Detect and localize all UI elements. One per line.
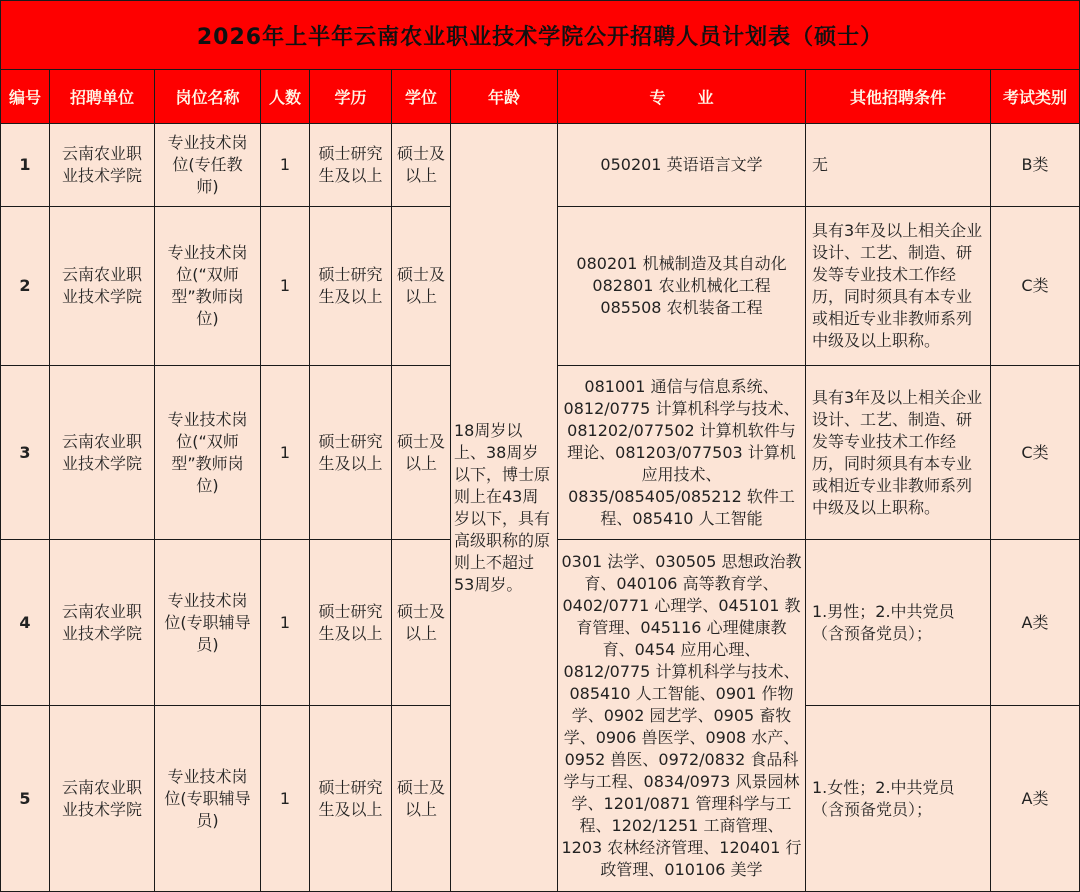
row-4-education-text: 硕士研究生及以上 xyxy=(318,601,383,643)
row-2-post-text: 专业技术岗位(“双师型”教师岗位) xyxy=(167,243,248,328)
row-2-exam-type xyxy=(991,207,1080,366)
row-5-degree xyxy=(392,706,451,892)
row-4-5-major-merged-text: 0301 法学、030505 思想政治教育、040106 高等教育学、0402/0771 心理学、045101 教育管理、045116 心理健康教育、0454 应用心理、0812/0775 计算机科学与技术、085410 人工智能、0901 作物学、0902 园艺学、0905 畜牧学、0906 兽医学、0908 水产、0952 兽医、0972/0832 食品科学与工程、0834/0973 风景园林学、1201/0871 管理科学与工程、1202/1251 工商管理、1203 农林经济管理、120401 行政管理、010106 美学 xyxy=(561,551,802,879)
row-3-count-text: 1 xyxy=(279,442,291,462)
row-1-no xyxy=(0,124,50,207)
header-major-text: 专 业 xyxy=(649,88,714,107)
row-2-education-text: 硕士研究生及以上 xyxy=(318,265,383,306)
row-3-education xyxy=(310,366,392,540)
row-5-exam-type-text: A类 xyxy=(1021,788,1049,808)
row-2-no xyxy=(0,207,50,366)
row-3-no xyxy=(0,366,50,540)
row-3-exam-type xyxy=(991,366,1080,540)
row-4-exam-type xyxy=(991,540,1080,706)
header-other xyxy=(806,70,991,124)
header-exam-text: 考试类别 xyxy=(1002,88,1067,107)
row-3-other-conditions xyxy=(806,366,991,540)
row-4-unit xyxy=(50,540,155,706)
row-1-major xyxy=(558,124,806,207)
header-edu-text: 学历 xyxy=(334,88,367,107)
row-4-count xyxy=(261,540,310,706)
header-major xyxy=(558,70,806,124)
row-5-other-conditions-text: 1.女性；2.中共党员（含预备党员）； xyxy=(812,777,955,819)
row-2-other-conditions-text: 具有3年及以上相关企业设计、工艺、制造、研发等专业技术工作经历，同时须具有本专业或相近专业非教师系列中级及以上职称。 xyxy=(812,221,983,350)
header-edu xyxy=(310,70,392,124)
row-2-other-conditions xyxy=(806,207,991,366)
row-2-count xyxy=(261,207,310,366)
header-age xyxy=(451,70,558,124)
header-no xyxy=(0,70,50,124)
header-unit-text: 招聘单位 xyxy=(69,88,134,107)
row-5-exam-type xyxy=(991,706,1080,892)
row-3-other-conditions-text: 具有3年及以上相关企业设计、工艺、制造、研发等专业技术工作经历，同时须具有本专业或相近专业非教师系列中级及以上职称。 xyxy=(812,387,983,517)
row-5-no xyxy=(0,706,50,892)
row-2-education xyxy=(310,207,392,366)
row-3-post-text: 专业技术岗位(“双师型”教师岗位) xyxy=(167,409,248,495)
row-1-unit-text: 云南农业职业技术学院 xyxy=(61,144,142,185)
row-3-no-text: 3 xyxy=(19,442,31,462)
row-3-education-text: 硕士研究生及以上 xyxy=(318,431,383,473)
header-unit xyxy=(50,70,155,124)
row-1-count-text: 1 xyxy=(279,155,291,174)
row-4-degree xyxy=(392,540,451,706)
row-1-post xyxy=(155,124,261,207)
row-4-degree-text: 硕士及以上 xyxy=(396,601,445,643)
row-2-degree-text: 硕士及以上 xyxy=(396,265,445,306)
header-no-text: 编号 xyxy=(8,88,41,107)
row-2-no-text: 2 xyxy=(19,276,31,295)
row-4-education xyxy=(310,540,392,706)
row-3-major-text: 081001 通信与信息系统、0812/0775 计算机科学与技术、081202/077502 计算机软件与理论、081203/077503 计算机应用技术、0835/085405/085212 软件工程、085410 人工智能 xyxy=(563,376,800,528)
row-2-major-text: 080201 机械制造及其自动化 082801 农业机械化工程 085508 农机装备工程 xyxy=(576,254,787,317)
row-1-education-text: 硕士研究生及以上 xyxy=(318,144,383,185)
row-1-degree xyxy=(392,124,451,207)
row-4-count-text: 1 xyxy=(279,612,291,632)
table-title-text: 2026年上半年云南农业职业技术学院公开招聘人员计划表（硕士） xyxy=(196,24,884,50)
header-count xyxy=(261,70,310,124)
header-count-text: 人数 xyxy=(268,88,301,107)
row-2-unit xyxy=(50,207,155,366)
row-4-other-conditions-text: 1.男性；2.中共党员（含预备党员）； xyxy=(812,601,955,643)
row-5-post-text: 专业技术岗位(专职辅导员) xyxy=(164,766,251,830)
row-1-count xyxy=(261,124,310,207)
row-4-exam-type-text: A类 xyxy=(1021,612,1049,632)
row-1-exam-type-text: B类 xyxy=(1021,155,1049,174)
row-4-post xyxy=(155,540,261,706)
row-5-post xyxy=(155,706,261,892)
row-2-exam-type-text: C类 xyxy=(1021,276,1049,295)
row-5-unit-text: 云南农业职业技术学院 xyxy=(61,777,142,819)
row-5-education xyxy=(310,706,392,892)
header-post-text: 岗位名称 xyxy=(175,88,240,107)
row-5-no-text: 5 xyxy=(19,788,31,808)
row-3-degree xyxy=(392,366,451,540)
row-1-unit xyxy=(50,124,155,207)
row-3-degree-text: 硕士及以上 xyxy=(396,431,445,473)
header-degree-text: 学位 xyxy=(404,88,437,107)
row-5-count xyxy=(261,706,310,892)
header-post xyxy=(155,70,261,124)
row-1-education xyxy=(310,124,392,207)
row-4-other-conditions xyxy=(806,540,991,706)
row-5-degree-text: 硕士及以上 xyxy=(396,777,445,819)
row-1-degree-text: 硕士及以上 xyxy=(396,144,445,185)
age-requirement-merged xyxy=(451,124,558,892)
row-5-count-text: 1 xyxy=(279,788,291,808)
row-3-major xyxy=(558,366,806,540)
table-title xyxy=(0,0,1080,70)
row-4-unit-text: 云南农业职业技术学院 xyxy=(61,601,142,643)
row-1-other-conditions xyxy=(806,124,991,207)
row-2-degree xyxy=(392,207,451,366)
row-5-unit xyxy=(50,706,155,892)
row-2-count-text: 1 xyxy=(279,276,291,295)
age-requirement-merged-text: 18周岁以上、38周岁以下，博士原则上在43周岁以下，具有高级职称的原则上不超过53周岁。 xyxy=(454,420,551,594)
row-2-unit-text: 云南农业职业技术学院 xyxy=(61,265,142,306)
header-other-text: 其他招聘条件 xyxy=(849,88,946,107)
row-1-no-text: 1 xyxy=(19,155,31,174)
row-4-post-text: 专业技术岗位(专职辅导员) xyxy=(164,590,251,654)
header-degree xyxy=(392,70,451,124)
row-2-major xyxy=(558,207,806,366)
row-4-no xyxy=(0,540,50,706)
row-1-major-text: 050201 英语语言文学 xyxy=(600,155,763,174)
row-2-post xyxy=(155,207,261,366)
header-age-text: 年龄 xyxy=(487,88,520,107)
row-3-post xyxy=(155,366,261,540)
row-3-unit xyxy=(50,366,155,540)
row-4-no-text: 4 xyxy=(19,612,31,632)
header-exam xyxy=(991,70,1080,124)
row-5-education-text: 硕士研究生及以上 xyxy=(318,777,383,819)
row-3-unit-text: 云南农业职业技术学院 xyxy=(61,431,142,473)
row-1-post-text: 专业技术岗位(专任教师) xyxy=(167,133,248,196)
row-3-count xyxy=(261,366,310,540)
row-1-exam-type xyxy=(991,124,1080,207)
row-3-exam-type-text: C类 xyxy=(1021,442,1049,462)
row-4-5-major-merged xyxy=(558,540,806,892)
row-5-other-conditions xyxy=(806,706,991,892)
row-1-other-conditions-text: 无 xyxy=(812,155,829,174)
